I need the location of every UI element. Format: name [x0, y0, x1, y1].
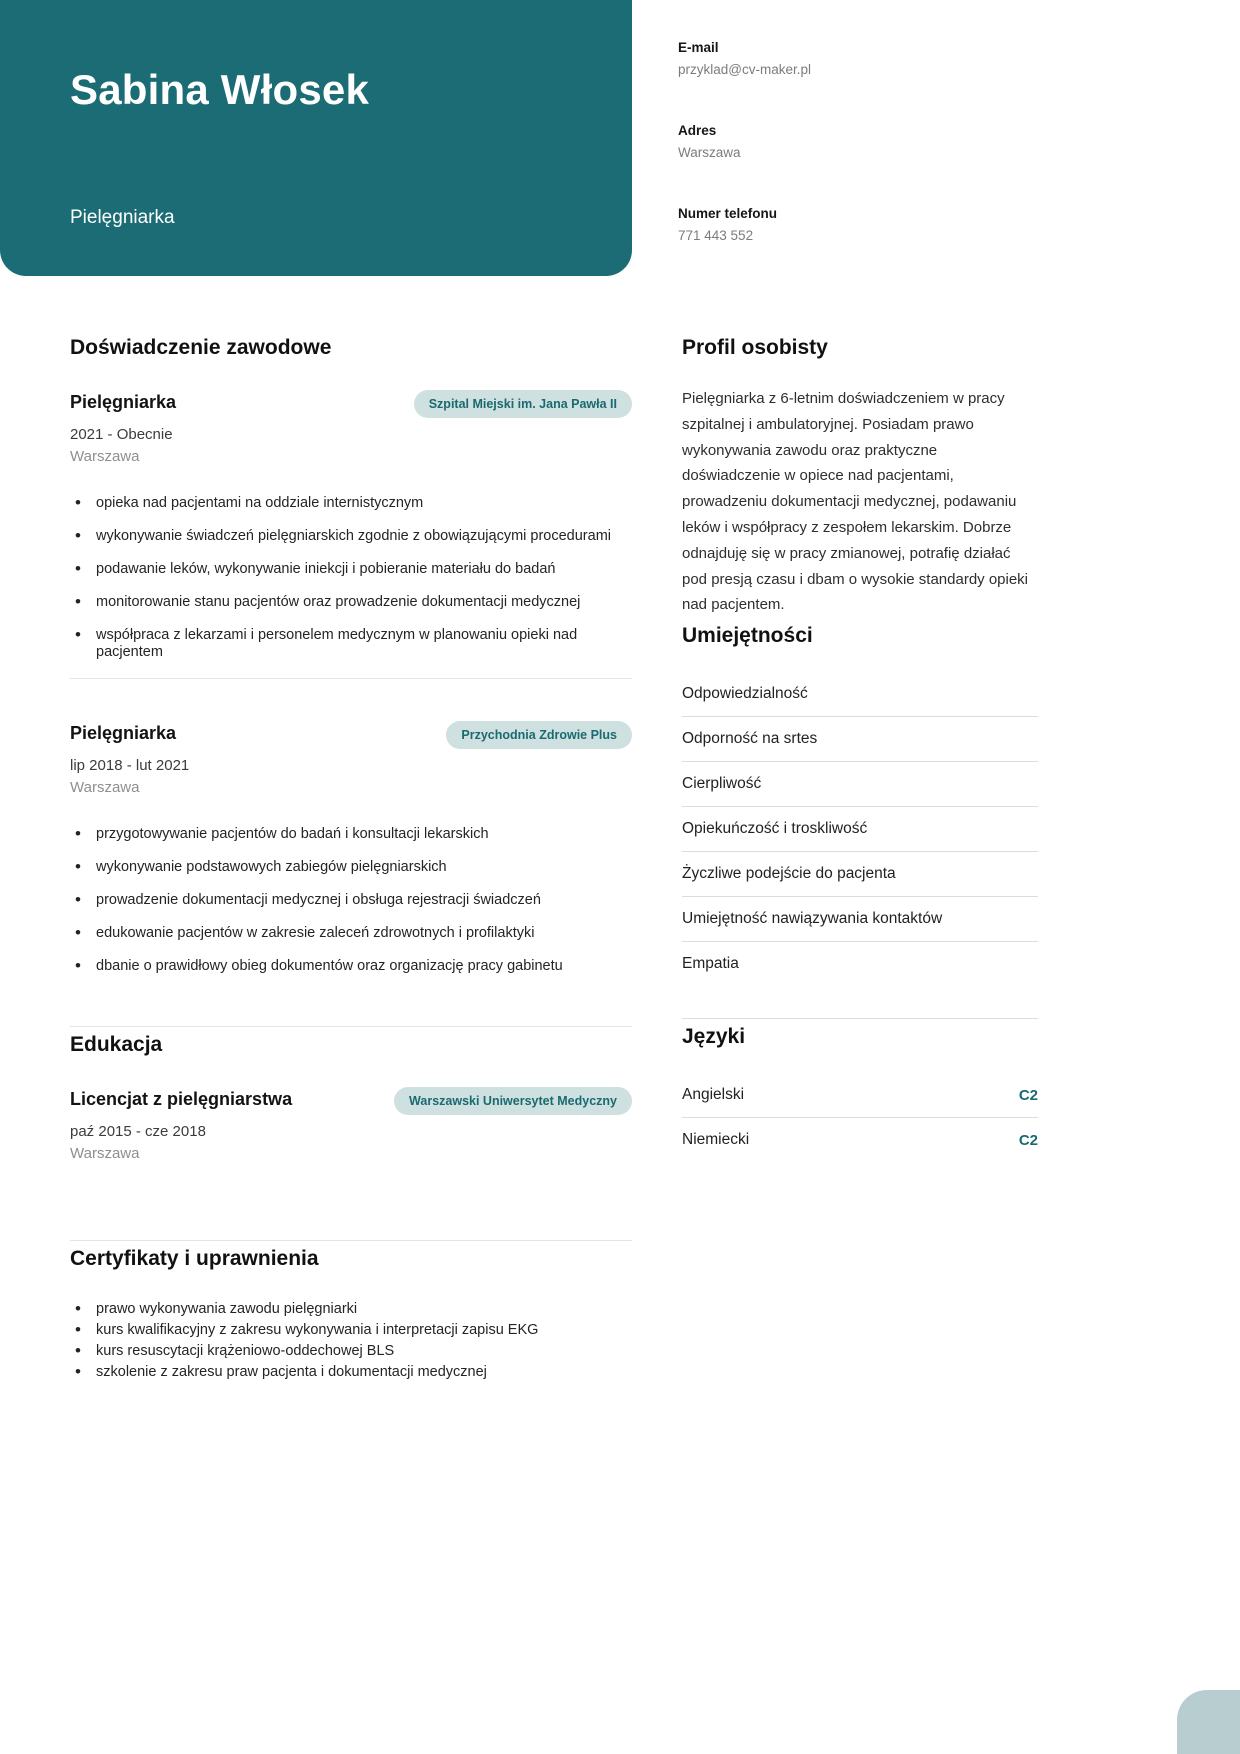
contact-value-phone: 771 443 552 [678, 228, 754, 243]
job-dates: 2021 - Obecnie [70, 426, 173, 443]
corner-decoration [1177, 1690, 1240, 1754]
skill-item: Opiekuńczość i troskliwość [682, 807, 1038, 852]
header-banner [0, 0, 632, 276]
education-location: Warszawa [70, 1145, 140, 1162]
job-bullet: • monitorowanie stanu pacjentów oraz prowadzenie dokumentacji medycznej [70, 594, 632, 611]
job-bullet-list [70, 826, 632, 975]
person-name: Sabina Włosek [70, 66, 370, 113]
job-location: Warszawa [70, 448, 140, 465]
job-bullet: • opieka nad pacjentami na oddziale internistycznym [70, 495, 632, 512]
job-bullet: • przygotowywanie pacjentów do badań i konsultacji lekarskich [70, 826, 632, 843]
education-dates: paź 2015 - cze 2018 [70, 1123, 206, 1140]
divider [70, 1026, 632, 1027]
job-bullet: • edukowanie pacjentów w zakresie zaleceń zdrowotnych i profilaktyki [70, 925, 632, 942]
certificates-list [70, 1301, 632, 1381]
divider [70, 678, 632, 679]
skill-item: Życzliwe podejście do pacjenta [682, 852, 1038, 897]
certificate-item: • kurs resuscytacji krążeniowo-oddechowej BLS [70, 1343, 632, 1360]
language-name: Angielski [682, 1086, 745, 1104]
contact-label: Adres [678, 123, 717, 138]
language-level: C2 [1018, 1131, 1038, 1149]
language-name: Niemiecki [682, 1131, 750, 1149]
contact-item-address [678, 123, 1098, 160]
languages-heading: Języki [682, 1025, 746, 1049]
person-job-title: Pielęgniarka [70, 207, 175, 228]
skill-item: Empatia [682, 942, 1038, 1019]
language-row [682, 1118, 1038, 1162]
profile-text: Pielęgniarka z 6-letnim doświadczeniem w pracy szpitalnej i ambulatoryjnej. Posiadam prawo wykonywania zawodu oraz praktyczne doświadczenie w opiece nad pacjentami, prowadzeniu dokumentacji medycznej, podawaniu leków i współpracy z zespołem lekarskim. Dobrze odnajduję się w pracy zmianowej, potrafię działać pod presją czasu i dbam o wysokie standardy opieki nad pacjentem. [682, 390, 1029, 614]
skill-item: Umiejętność nawiązywania kontaktów [682, 897, 1038, 942]
certificate-item: • kurs kwalifikacyjny z zakresu wykonywania i interpretacji zapisu EKG [70, 1322, 632, 1339]
job-bullet: • wykonywanie świadczeń pielęgniarskich zgodnie z obowiązującymi procedurami [70, 528, 632, 545]
language-level: C2 [1018, 1086, 1038, 1104]
contact-value-email: przyklad@cv-maker.pl [678, 62, 811, 77]
skill-item: Odpowiedzialność [682, 672, 1038, 717]
contact-value-address: Warszawa [678, 145, 741, 160]
profile-heading: Profil osobisty [682, 336, 828, 359]
job-dates: lip 2018 - lut 2021 [70, 757, 190, 774]
certificate-item: • szkolenie z zakresu praw pacjenta i dokumentacji medycznej [70, 1364, 632, 1381]
contact-info [678, 40, 1098, 289]
job-entry [70, 721, 632, 975]
language-row [682, 1073, 1038, 1118]
skill-item: Odporność na srtes [682, 717, 1038, 762]
job-title-text: Pielęgniarka [70, 723, 177, 743]
job-bullet: • podawanie leków, wykonywanie iniekcji i pobieranie materiału do badań [70, 561, 632, 578]
degree-title: Licencjat z pielęgniarstwa [70, 1089, 293, 1109]
left-column [70, 330, 632, 1385]
job-bullet-list [70, 495, 632, 661]
job-location: Warszawa [70, 779, 140, 796]
skills-list [682, 672, 1038, 1019]
contact-item-email [678, 40, 1098, 77]
experience-heading: Doświadczenie zawodowe [70, 336, 332, 359]
job-entry [70, 390, 632, 661]
right-column [682, 330, 1038, 1162]
certificates-heading: Certyfikaty i uprawnienia [70, 1247, 319, 1270]
job-bullet: • współpraca z lekarzami i personelem medycznym w planowaniu opieki nad pacjentem [70, 627, 632, 661]
education-entry [70, 1087, 632, 1162]
certificate-item: • prawo wykonywania zawodu pielęgniarki [70, 1301, 632, 1318]
languages-list [682, 1073, 1038, 1162]
school-badge: Warszawski Uniwersytet Medyczny [394, 1087, 632, 1115]
skill-item: Cierpliwość [682, 762, 1038, 807]
contact-label: Numer telefonu [678, 206, 778, 221]
education-heading: Edukacja [70, 1033, 163, 1056]
contact-item-phone [678, 206, 1098, 243]
job-bullet: • dbanie o prawidłowy obieg dokumentów oraz organizację pracy gabinetu [70, 958, 632, 975]
job-title-text: Pielęgniarka [70, 392, 177, 412]
employer-badge: Szpital Miejski im. Jana Pawła II [414, 390, 632, 418]
skills-heading: Umiejętności [682, 624, 813, 648]
job-bullet: • wykonywanie podstawowych zabiegów pielęgniarskich [70, 859, 632, 876]
contact-label: E-mail [678, 40, 719, 55]
job-bullet: • prowadzenie dokumentacji medycznej i obsługa rejestracji świadczeń [70, 892, 632, 909]
divider [70, 1240, 632, 1241]
employer-badge: Przychodnia Zdrowie Plus [446, 721, 632, 749]
